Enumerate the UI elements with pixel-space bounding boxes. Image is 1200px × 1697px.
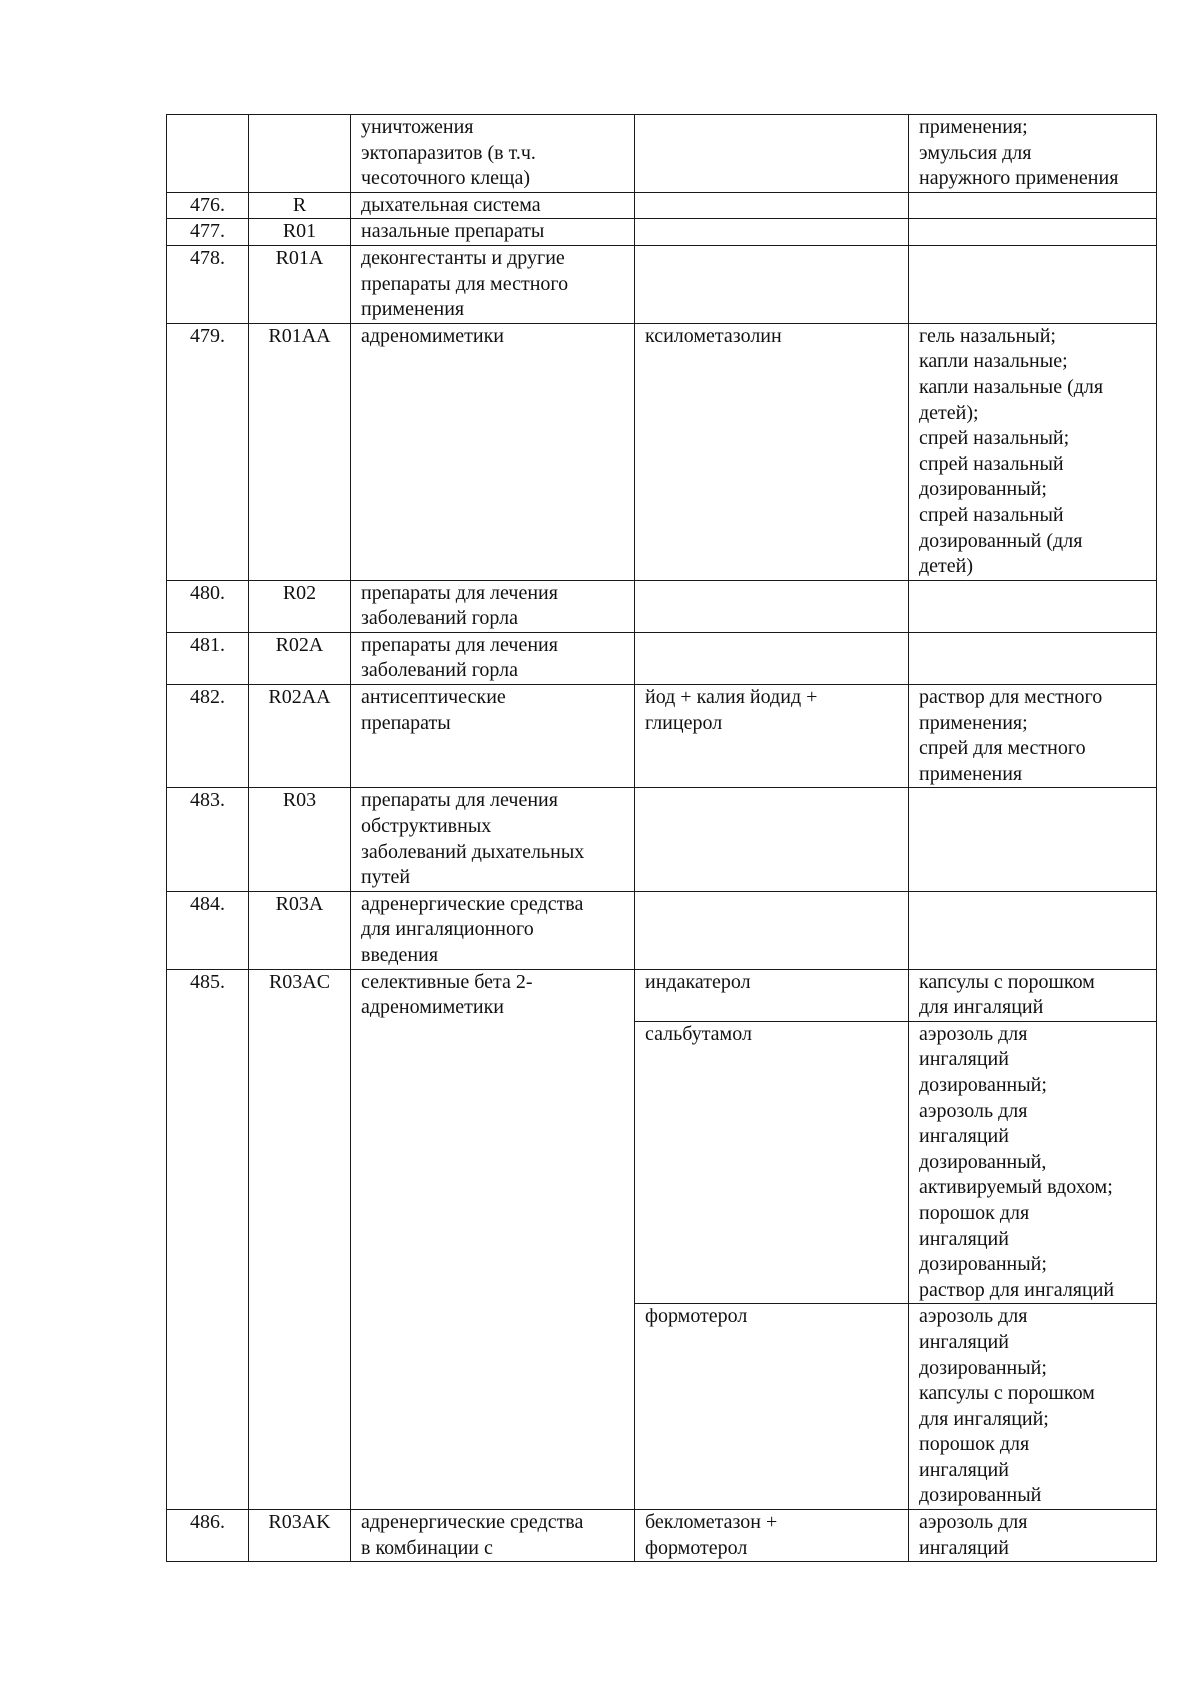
dosage-forms xyxy=(909,891,1157,969)
text-line: адреномиметики xyxy=(361,996,505,1019)
table-body xyxy=(167,115,1157,1562)
drug-name xyxy=(635,1510,909,1562)
table-row xyxy=(167,192,1157,219)
text-line: адренергические средства xyxy=(361,892,584,915)
text-line: капли назальные; xyxy=(919,350,1068,373)
group-description xyxy=(351,245,635,323)
text-line: препараты для лечения xyxy=(361,789,558,812)
row-number xyxy=(167,115,249,193)
text-line: капсулы с порошком xyxy=(919,970,1095,993)
drug-name xyxy=(635,115,909,193)
text-line: заболеваний горла xyxy=(361,659,519,682)
text-line: эктопаразитов (в т.ч. xyxy=(361,141,536,164)
text-line: введения xyxy=(361,944,439,966)
table-row xyxy=(167,891,1157,969)
dosage-forms xyxy=(909,323,1157,580)
text-line: адреномиметики xyxy=(361,324,505,347)
table-row xyxy=(167,788,1157,891)
text-line: дозированный; xyxy=(919,478,1047,501)
table-row xyxy=(167,323,1157,580)
text-line: глицерол xyxy=(645,711,723,734)
table-row xyxy=(167,115,1157,193)
text-line: обструктивных xyxy=(361,815,492,838)
group-description xyxy=(351,891,635,969)
text-line: аэрозоль для xyxy=(919,1022,1028,1045)
atc-code: R02AA xyxy=(249,685,351,788)
text-line: эмульсия для xyxy=(919,141,1032,164)
text-line: для ингаляционного xyxy=(361,918,534,941)
text-line: для ингаляций xyxy=(919,996,1044,1019)
text-line: дозированный; xyxy=(919,1073,1047,1096)
atc-code: R01A xyxy=(249,245,351,323)
text-line: формотерол xyxy=(645,1305,748,1328)
text-line: препараты xyxy=(361,711,451,734)
drug-name xyxy=(635,323,909,580)
row-number: 485. xyxy=(167,969,249,1509)
text-line: спрей для местного xyxy=(919,737,1086,760)
row-number: 477. xyxy=(167,219,249,246)
text-line: сальбутамол xyxy=(645,1022,752,1045)
text-line: гель назальный; xyxy=(919,324,1056,347)
text-line: спрей назальный xyxy=(919,452,1064,475)
text-line: для ингаляций; xyxy=(919,1407,1049,1430)
table-row xyxy=(167,245,1157,323)
text-line: ингаляций xyxy=(919,1048,1009,1071)
group-description xyxy=(351,580,635,632)
drug-name xyxy=(635,788,909,891)
table-row xyxy=(167,1510,1157,1562)
group-description xyxy=(351,1510,635,1562)
drug-name xyxy=(635,632,909,684)
medication-table-page xyxy=(166,114,1157,1562)
text-line: чесоточного клеща) xyxy=(361,167,530,190)
text-line: применения; xyxy=(919,116,1028,138)
text-line: дозированный (для xyxy=(919,529,1083,552)
text-line: наружного применения xyxy=(919,167,1119,190)
atc-code: R01 xyxy=(249,219,351,246)
text-line: дыхательная система xyxy=(361,193,541,216)
text-line: порошок для xyxy=(919,1201,1030,1224)
text-line: ксилометазолин xyxy=(645,324,782,347)
text-line: ингаляций xyxy=(919,1330,1009,1353)
text-line: ингаляций xyxy=(919,1125,1009,1148)
text-line: заболеваний дыхательных xyxy=(361,840,585,863)
dosage-forms xyxy=(909,1021,1157,1304)
text-line: порошок для xyxy=(919,1433,1030,1456)
drug-name xyxy=(635,891,909,969)
text-line: дозированный xyxy=(919,1484,1042,1507)
text-line: спрей назальный xyxy=(919,503,1064,526)
group-description xyxy=(351,323,635,580)
text-line: ингаляций xyxy=(919,1458,1009,1481)
dosage-forms xyxy=(909,632,1157,684)
text-line: препараты для местного xyxy=(361,272,569,295)
drug-name xyxy=(635,192,909,219)
dosage-forms xyxy=(909,245,1157,323)
text-line: уничтожения xyxy=(361,116,474,138)
text-line: препараты для лечения xyxy=(361,581,558,604)
table-row xyxy=(167,632,1157,684)
row-number: 480. xyxy=(167,580,249,632)
dosage-forms xyxy=(909,192,1157,219)
drug-name xyxy=(635,969,909,1021)
row-number: 479. xyxy=(167,323,249,580)
text-line: деконгестанты и другие xyxy=(361,246,565,269)
group-description xyxy=(351,115,635,193)
row-number: 476. xyxy=(167,192,249,219)
text-line: формотерол xyxy=(645,1536,748,1559)
drug-name xyxy=(635,1021,909,1304)
dosage-forms xyxy=(909,115,1157,193)
text-line: селективные бета 2- xyxy=(361,970,533,993)
text-line: детей) xyxy=(919,555,974,578)
drug-name xyxy=(635,219,909,246)
text-line: ингаляций xyxy=(919,1536,1009,1559)
drug-name xyxy=(635,685,909,788)
dosage-forms xyxy=(909,685,1157,788)
text-line: дозированный; xyxy=(919,1253,1047,1276)
dosage-forms xyxy=(909,1510,1157,1562)
atc-code: R03 xyxy=(249,788,351,891)
text-line: в комбинации с xyxy=(361,1536,493,1559)
text-line: дозированный; xyxy=(919,1356,1047,1379)
text-line: применения; xyxy=(919,711,1028,734)
group-description xyxy=(351,219,635,246)
text-line: беклометазон + xyxy=(645,1511,778,1534)
group-description xyxy=(351,192,635,219)
text-line: назальные препараты xyxy=(361,220,545,243)
atc-code: R01AA xyxy=(249,323,351,580)
row-number: 478. xyxy=(167,245,249,323)
text-line: препараты для лечения xyxy=(361,633,558,656)
text-line: аэрозоль для xyxy=(919,1511,1028,1534)
text-line: адренергические средства xyxy=(361,1511,584,1534)
text-line: дозированный, xyxy=(919,1150,1047,1173)
dosage-forms xyxy=(909,580,1157,632)
atc-code: R02A xyxy=(249,632,351,684)
atc-code: R xyxy=(249,192,351,219)
drug-name xyxy=(635,1304,909,1510)
atc-code xyxy=(249,115,351,193)
row-number: 483. xyxy=(167,788,249,891)
text-line: аэрозоль для xyxy=(919,1305,1028,1328)
text-line: индакатерол xyxy=(645,970,751,993)
atc-code: R03AK xyxy=(249,1510,351,1562)
text-line: раствор для ингаляций xyxy=(919,1278,1115,1301)
text-line: раствор для местного xyxy=(919,686,1103,709)
text-line: применения xyxy=(361,298,465,321)
atc-code: R03A xyxy=(249,891,351,969)
atc-code: R02 xyxy=(249,580,351,632)
dosage-forms xyxy=(909,969,1157,1021)
text-line: капли назальные (для xyxy=(919,375,1104,398)
atc-code: R03AC xyxy=(249,969,351,1509)
text-line: заболеваний горла xyxy=(361,607,519,630)
drug-name xyxy=(635,245,909,323)
table-row xyxy=(167,219,1157,246)
text-line: аэрозоль для xyxy=(919,1099,1028,1122)
medication-table xyxy=(166,114,1157,1562)
text-line: ингаляций xyxy=(919,1227,1009,1250)
text-line: применения xyxy=(919,762,1023,785)
group-description xyxy=(351,969,635,1509)
row-number: 484. xyxy=(167,891,249,969)
dosage-forms xyxy=(909,219,1157,246)
text-line: капсулы с порошком xyxy=(919,1382,1095,1405)
text-line: детей); xyxy=(919,401,979,424)
text-line: йод + калия йодид + xyxy=(645,686,818,709)
dosage-forms xyxy=(909,1304,1157,1510)
table-row xyxy=(167,969,1157,1021)
text-line: антисептические xyxy=(361,686,506,709)
dosage-forms xyxy=(909,788,1157,891)
drug-name xyxy=(635,580,909,632)
table-row xyxy=(167,580,1157,632)
row-number: 486. xyxy=(167,1510,249,1562)
row-number: 482. xyxy=(167,685,249,788)
group-description xyxy=(351,685,635,788)
group-description xyxy=(351,788,635,891)
text-line: активируемый вдохом; xyxy=(919,1176,1113,1199)
row-number: 481. xyxy=(167,632,249,684)
text-line: спрей назальный; xyxy=(919,427,1070,450)
text-line: путей xyxy=(361,866,411,889)
group-description xyxy=(351,632,635,684)
table-row xyxy=(167,685,1157,788)
